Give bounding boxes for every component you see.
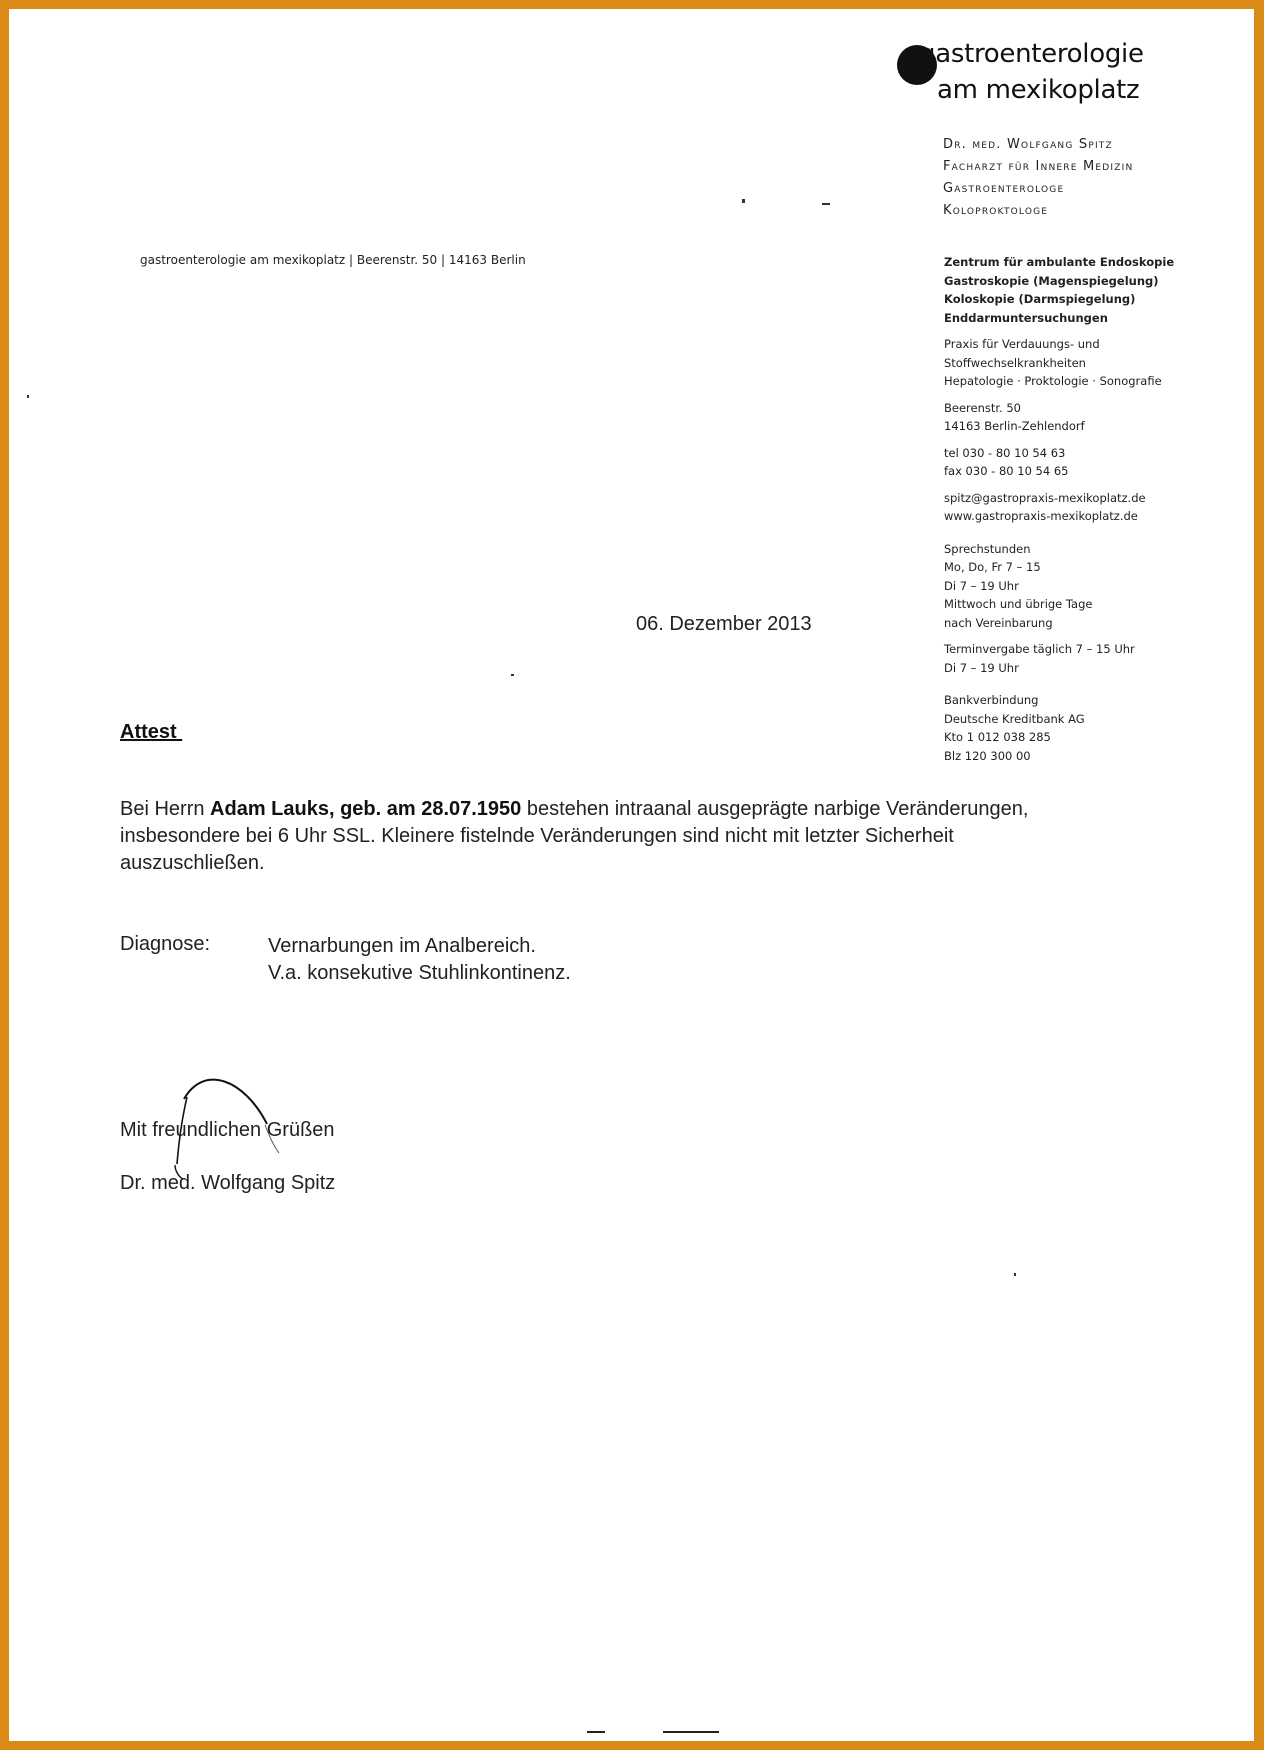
info-line: Kto 1 012 038 285 [944,730,1051,744]
web-block [944,489,1244,526]
info-line: Hepatologie · Proktologie · Sonografie [944,374,1162,388]
scan-speck [742,199,745,203]
diagnosis-item: V.a. konsekutive Stuhlinkontinenz. [268,962,571,984]
info-line: Praxis für Verdauungs- und [944,337,1100,351]
closing-phrase: Mit freundlichen Grüßen [120,1119,335,1141]
scan-mark [663,1731,719,1733]
hours-block [944,540,1244,633]
info-line: Zentrum für ambulante Endoskopie [944,255,1175,269]
body-text: bestehen intraanal ausgeprägte narbige Veränderungen, insbesondere bei 6 Uhr SSL. Kleinere fistelnde Veränderungen sind nicht mit letzter Sicherheit auszuschließen. [120,798,1029,874]
email-text: spitz@gastropraxis-mexikoplatz.de [944,490,1146,505]
info-line: Gastroskopie (Magenspiegelung) [944,273,1159,288]
info-line: nach Vereinbarung [944,615,1053,630]
info-line: fax 030 - 80 10 54 65 [944,464,1069,478]
website-text: www.gastropraxis-mexikoplatz.de [944,509,1138,523]
document-title: Attest [120,721,183,743]
signer-name: Dr. med. Wolfgang Spitz [120,1172,336,1194]
scan-speck [822,203,830,205]
diagnosis-list [268,933,571,987]
letter-page [9,9,1254,1741]
scan-speck [27,395,29,398]
scan-speck [511,674,514,676]
logo-line-1: gastroenterologie [919,39,1144,69]
doctor-line: Dr. med. Wolfgang Spitz [943,137,1113,152]
address-block [944,399,1244,436]
doctor-line: Koloproktologe [943,203,1049,218]
info-line: Di 7 – 19 Uhr [944,660,1019,675]
scan-mark [587,1731,605,1733]
doctor-line: Facharzt für Innere Medizin [943,159,1134,174]
doctor-line: Gastroenterologe [943,181,1065,196]
logo-line-2: am mexikoplatz [937,75,1140,105]
doctor-credentials [943,134,1133,222]
info-line: Blz 120 300 00 [944,748,1031,763]
scan-speck [1014,1273,1016,1276]
phone-block [944,444,1244,481]
info-line: Di 7 – 19 Uhr [944,578,1019,593]
info-line: Enddarmuntersuchungen [944,310,1108,325]
diagnosis-item: Vernarbungen im Analbereich. [268,935,536,957]
info-line: Mittwoch und übrige Tage [944,597,1093,611]
info-line: Bankverbindung [944,693,1039,707]
info-line: Sprechstunden [944,541,1031,556]
attest-body [120,796,1080,877]
services-block [944,253,1244,327]
practice-block [944,335,1244,391]
letter-date: 06. Dezember 2013 [636,613,812,635]
info-line: Deutsche Kreditbank AG [944,711,1085,726]
appointments-block [944,640,1244,677]
bank-block [944,691,1244,765]
info-line: Beerenstr. 50 [944,400,1021,415]
info-line: Mo, Do, Fr 7 – 15 [944,560,1041,574]
sender-address-line: gastroenterologie am mexikoplatz | Beerenstr. 50 | 14163 Berlin [140,253,526,267]
info-line: Stoffwechselkrankheiten [944,355,1086,370]
info-line: Terminvergabe täglich 7 – 15 Uhr [944,642,1135,656]
body-intro: Bei Herrn [120,798,211,820]
patient-name: Adam Lauks, geb. am 28.07.1950 [210,798,522,820]
info-line: Koloskopie (Darmspiegelung) [944,292,1136,306]
info-line: 14163 Berlin-Zehlendorf [944,419,1085,433]
info-line: tel 030 - 80 10 54 63 [944,445,1066,460]
diagnosis-label: Diagnose: [120,933,211,955]
practice-info-sidebar [944,253,1244,773]
